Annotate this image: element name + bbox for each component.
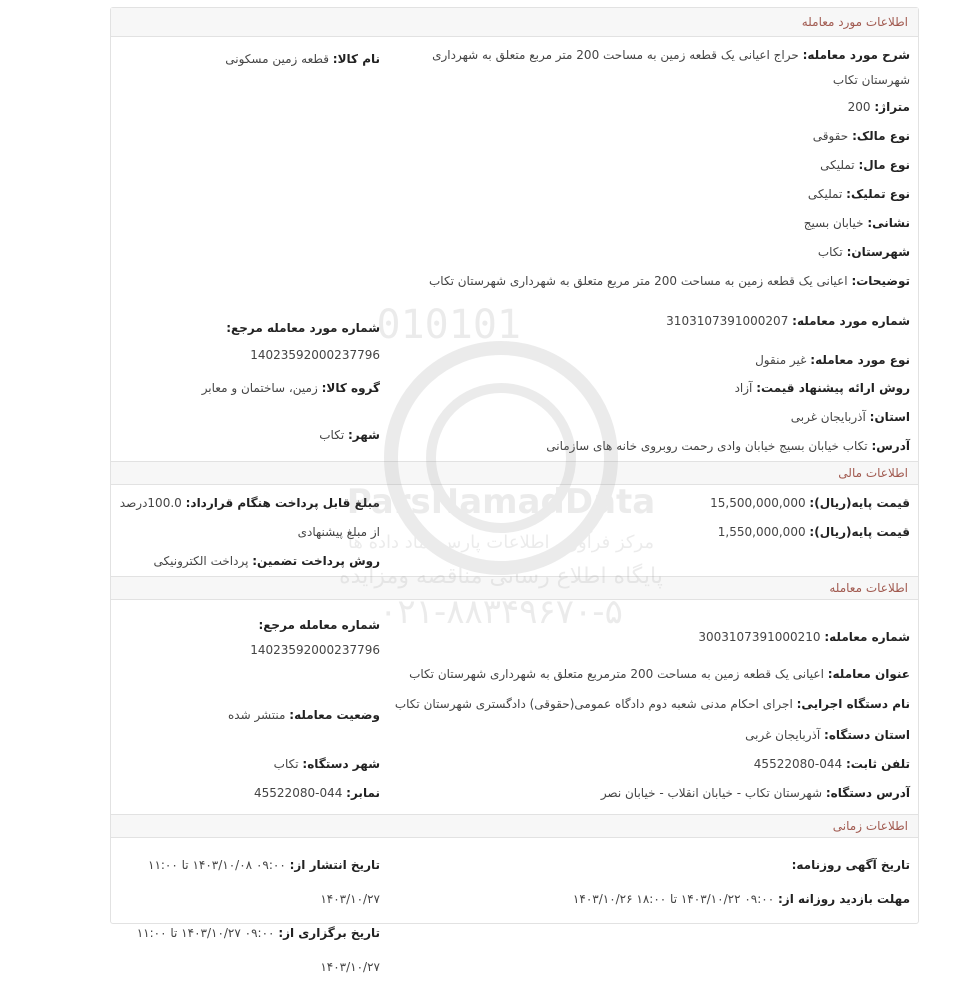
- time-right-column: [386, 848, 918, 984]
- ownership-type-field: نوع تملیک: تملیکی: [807, 187, 910, 201]
- area-field: متراژ: 200: [847, 100, 910, 114]
- deal-info-right-column: [386, 41, 918, 461]
- city-field: شهر: تکاب: [319, 428, 380, 442]
- notes-field: توضیحات: اعیانی یک قطعه زمین به مساحت 200 متر مربع متعلق به شهرداری شهرستان تکاب: [429, 274, 910, 288]
- org-address-field: آدرس دستگاه: شهرستان تکاب - خیابان انقلاب - خیابان نصر: [600, 786, 910, 800]
- newspaper-date-field: تاریخ آگهی روزنامه:: [791, 858, 910, 872]
- status-field: وضعیت معامله: منتشر شده: [227, 708, 380, 722]
- full-address-field: آدرس: تکاب خیابان بسیج خیابان وادی رحمت روبروی خانه های سازمانی: [546, 439, 910, 453]
- owner-type-field: نوع مالک: حقوقی: [812, 129, 910, 143]
- watermark-phone: ۰۲۱-۸۸۳۴۹۶۷۰-۵: [379, 592, 623, 632]
- transaction-ref-field: شماره معامله مرجع: 14023592000237796: [250, 618, 380, 657]
- goods-group-field: گروه کالا: زمین، ساختمان و معابر: [201, 381, 380, 395]
- phone-field: تلفن ثابت: 044-45522080: [753, 757, 910, 771]
- deal-info-left-column: [111, 41, 386, 461]
- auction-detail-panel: [110, 7, 919, 974]
- base-price2-field: قیمت پایه(ریال): 1,550,000,000: [717, 525, 910, 539]
- section-transaction: اطلاعات معامله: [111, 576, 918, 600]
- watermark-line1: مرکز فرآوری اطلاعات پارس نماد داده ها: [347, 532, 655, 553]
- price-method-field: روش ارائه پیشنهاد قیمت: آزاد: [734, 381, 910, 395]
- transaction-right-column: [386, 614, 918, 808]
- time-left-column: [111, 848, 386, 984]
- address-field: نشانی: خیابان بسیج: [803, 216, 910, 230]
- fax-field: نمابر: 044-45522080: [254, 786, 380, 800]
- province-field: استان: آذربایجان غربی: [790, 410, 910, 424]
- hold-date-field: تاریخ برگزاری از: ۰۹:۰۰ ۱۴۰۳/۱۰/۲۷ تا ۱۱:۰۰ ۱۴۰۳/۱۰/۲۷: [136, 926, 380, 974]
- org-province-field: استان دستگاه: آذربایجان غربی: [745, 728, 910, 742]
- ref-number-field: شماره مورد معامله مرجع: 14023592000237796: [226, 321, 380, 362]
- deal-description: شرح مورد معامله: حراج اعیانی یک قطعه زمین به مساحت 200 متر مربع متعلق به شهرداری شهرستان تکاب: [432, 48, 910, 87]
- deal-kind-field: نوع مورد معامله: غیر منقول: [755, 353, 910, 367]
- transaction-number-field: شماره معامله: 3003107391000210: [698, 630, 910, 644]
- org-name-field: نام دستگاه اجرایی: اجرای احکام مدنی شعبه دوم دادگاه عمومی(حقوقی) دادگستری شهرستان تکاب: [394, 697, 910, 711]
- watermark-digits: 010101: [376, 302, 521, 348]
- financial-right-column: [386, 489, 918, 576]
- section-financial: اطلاعات مالی: [111, 461, 918, 485]
- guarantee-field: روش پرداخت تضمین: پرداخت الکترونیکی: [153, 554, 380, 568]
- financial-left-column: [111, 489, 386, 576]
- publish-date-field: تاریخ انتشار از: ۰۹:۰۰ ۱۴۰۳/۱۰/۰۸ تا ۱۱:۰۰ ۱۴۰۳/۱۰/۲۷: [148, 858, 380, 906]
- goods-name-field: نام کالا: قطعه زمین مسکونی: [225, 52, 380, 66]
- section-time: اطلاعات زمانی: [111, 814, 918, 838]
- property-type-field: نوع مال: تملیکی: [820, 158, 910, 172]
- visit-deadline-field: مهلت بازدید روزانه از: ۰۹:۰۰ ۱۴۰۳/۱۰/۲۲ تا ۱۸:۰۰ ۱۴۰۳/۱۰/۲۶: [572, 892, 910, 906]
- payable-field: مبلغ قابل پرداخت هنگام قرارداد: 100.0درصد از مبلغ پیشنهادی: [119, 496, 380, 539]
- transaction-title-field: عنوان معامله: اعیانی یک قطعه زمین به مساحت 200 مترمربع متعلق به شهرداری شهرستان تکاب: [409, 667, 910, 681]
- county-field: شهرستان: تکاب: [817, 245, 910, 259]
- base-price-field: قیمت پایه(ریال): 15,500,000,000: [710, 496, 910, 510]
- org-city-field: شهر دستگاه: تکاب: [273, 757, 380, 771]
- section-deal-info: اطلاعات مورد معامله: [111, 8, 918, 37]
- watermark-brand: ParsNamadData: [346, 482, 656, 522]
- deal-number-field: شماره مورد معامله: 3103107391000207: [666, 314, 910, 328]
- transaction-left-column: [111, 614, 386, 808]
